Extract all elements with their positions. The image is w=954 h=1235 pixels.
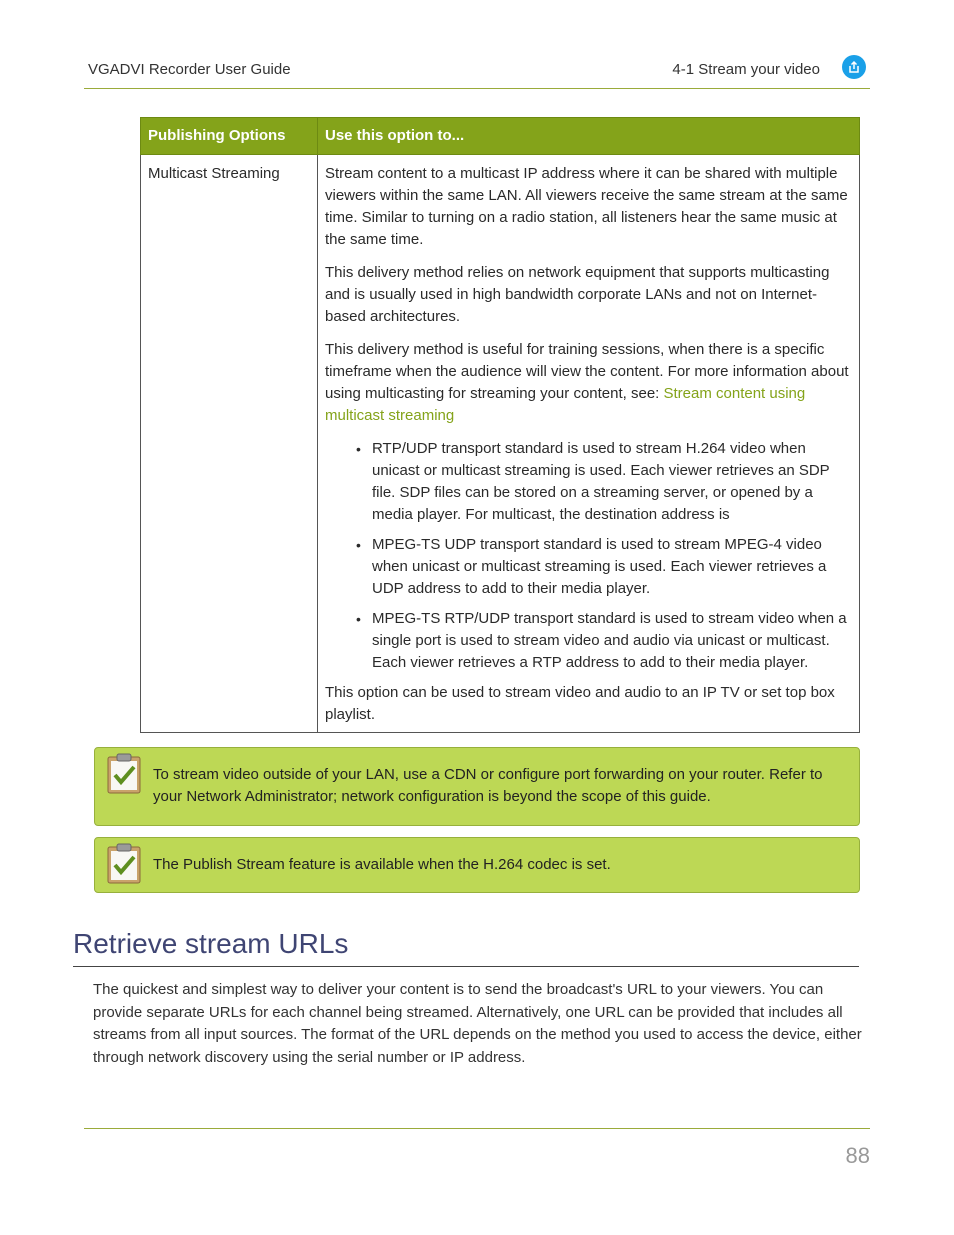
note-text: The Publish Stream feature is available when the H.264 codec is set. [153,856,611,873]
row-description [318,155,860,733]
list-item: • RTP/UDP transport standard is used to stream H.264 video when unicast or multicast streaming is used. Each viewer retrieves an SDP file. SDP files can be stored on a streaming server, or opened by a media player. For multicast, the destination address is [372,438,852,526]
transport-list [325,438,852,674]
share-icon[interactable] [842,55,866,79]
table-header-cell: Use this option to... [318,118,860,155]
section-heading: Retrieve stream URLs [73,928,859,967]
note-box [94,747,860,826]
section-title: 4-1 Stream your video [672,61,820,78]
page-header [84,56,870,89]
clipboard-check-icon [106,752,142,801]
row-label: Multicast Streaming [141,155,318,733]
page-number: 88 [845,1143,870,1168]
doc-title: VGADVI Recorder User Guide [88,61,291,78]
footer-divider [84,1128,870,1129]
table-header-row [141,118,860,155]
clipboard-check-icon [106,842,142,891]
list-item: • MPEG-TS UDP transport standard is used to stream MPEG-4 video when unicast or multicast streaming is used. Each viewer retrieves a UDP address to add to their media player. [372,534,852,600]
table-header-cell: Publishing Options [141,118,318,155]
description-paragraph [325,339,852,427]
description-paragraph: Stream content to a multicast IP address where it can be shared with multiple viewers within the same LAN. All viewers receive the same stream at the same time. Similar to turning on a radio station, all listeners hear the same music at the same time. [325,165,848,248]
description-paragraph: This delivery method relies on network equipment that supports multicasting and is usually used in high bandwidth corporate LANs and not on Internet-based architectures. [325,264,830,325]
table-row [141,155,860,733]
list-item: • MPEG-TS RTP/UDP transport standard is used to stream video when a single port is used to stream video and audio via unicast or multicast. Each viewer retrieves a RTP address to add to their media player. [372,608,852,674]
section-paragraph: The quickest and simplest way to deliver your content is to send the broadcast's URL to your viewers. You can provide separate URLs for each channel being streamed. Alternatively, one URL can be provided that includes all streams from all input sources. The format of the URL depends on the method you used to access the device, either through network discovery using the serial number or IP address. [93,981,862,1066]
description-paragraph: This option can be used to stream video and audio to an IP TV or set top box playlist. [325,684,835,723]
description-text: This delivery method is useful for training sessions, when there is a specific timeframe when the audience will view the content. For more information about using multicasting for streaming your content, see: [325,341,849,402]
note-box [94,837,860,893]
multicast-streaming-link[interactable]: Stream content using multicast streaming [325,385,806,424]
publishing-options-table [140,117,860,733]
note-text: To stream video outside of your LAN, use a CDN or configure port forwarding on your router. Refer to your Network Administrator; network configuration is beyond the scope of this guide. [153,766,823,805]
